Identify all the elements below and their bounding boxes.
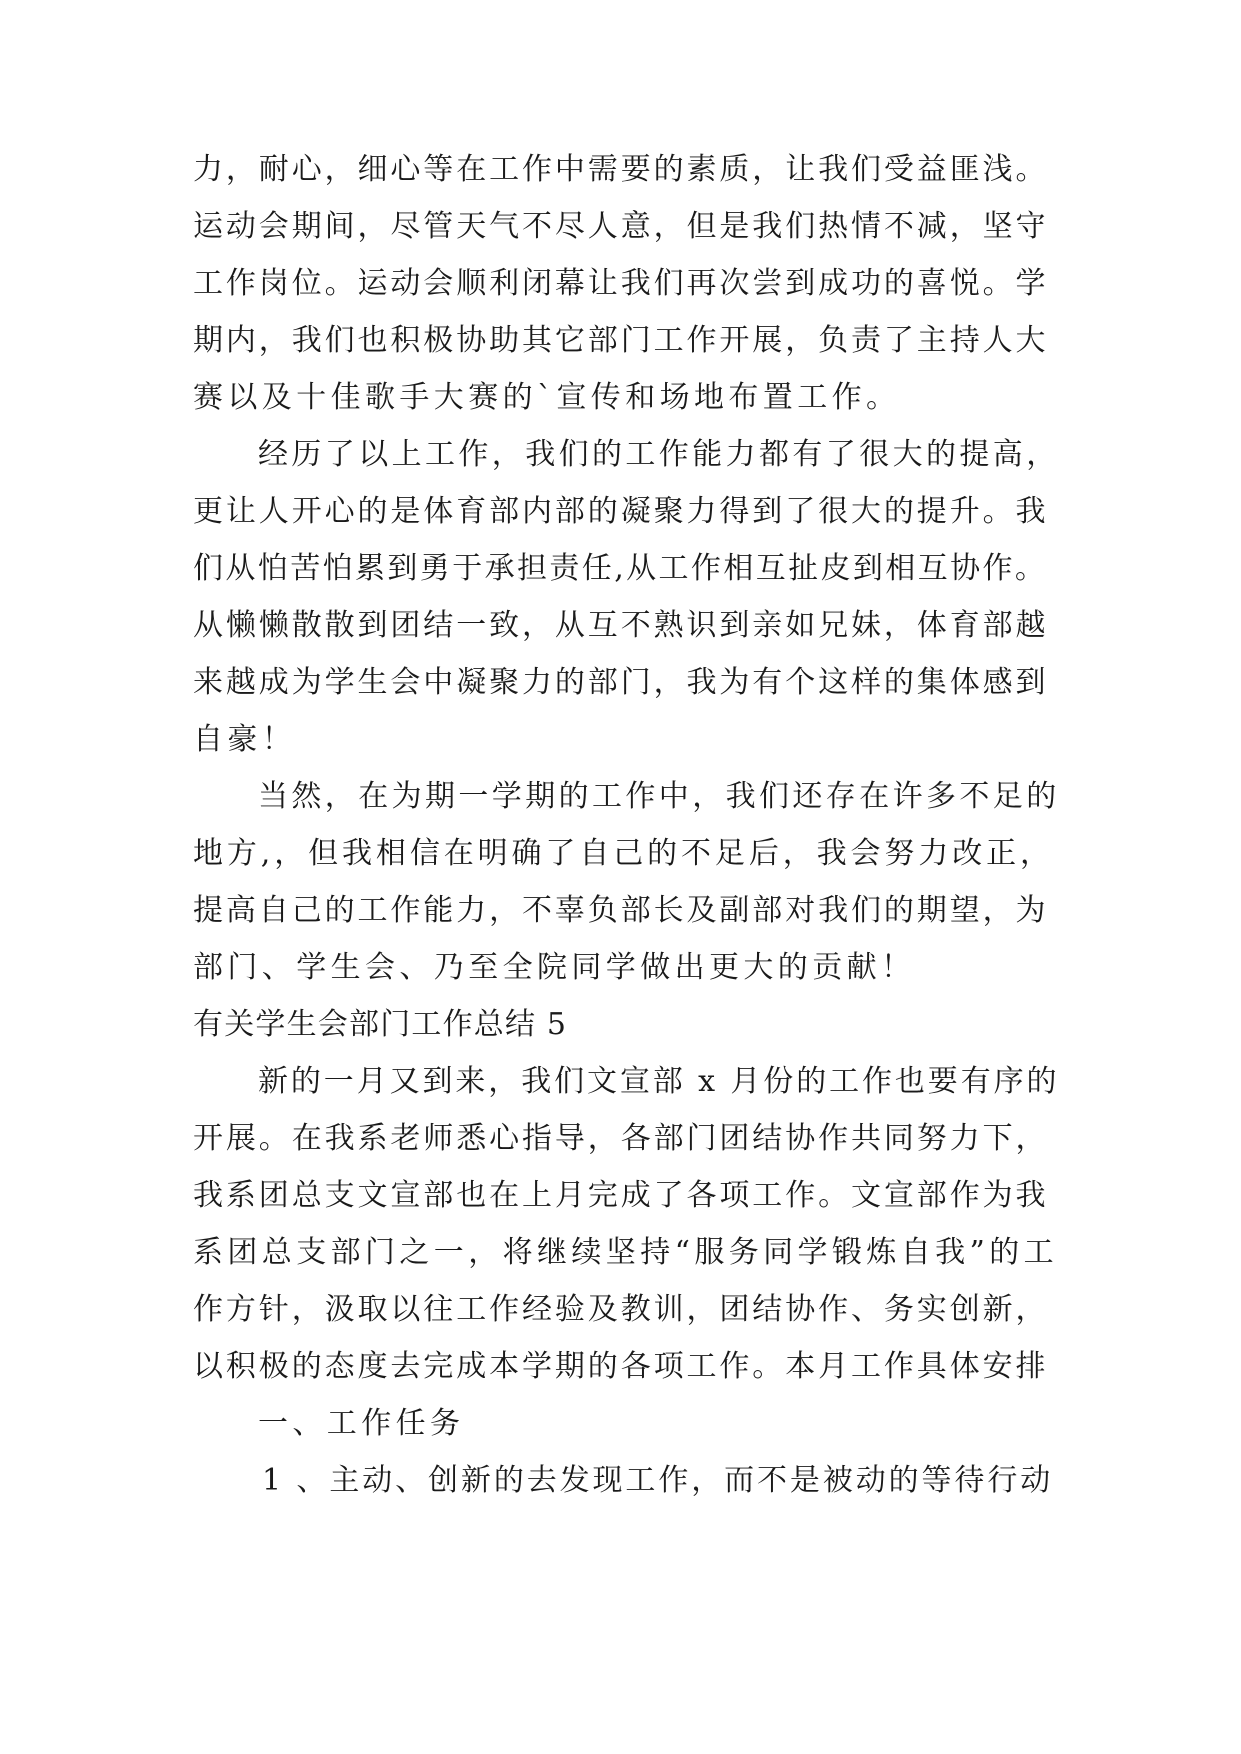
paragraph-line: 赛以及十佳歌手大赛的`宣传和场地布置工作。: [193, 380, 901, 415]
paragraph-line: 工作岗位。运动会顺利闭幕让我们再次尝到成功的喜悦。学: [193, 266, 1049, 301]
paragraph-line: 作方针，汲取以往工作经验及教训，团结协作、务实创新，: [193, 1292, 1049, 1327]
paragraph-line: 来越成为学生会中凝聚力的部门，我为有个这样的集体感到: [193, 665, 1049, 700]
paragraph-line: 以积极的态度去完成本学期的各项工作。本月工作具体安排: [193, 1349, 1049, 1384]
section-heading: 有关学生会部门工作总结 5: [193, 1007, 568, 1042]
paragraph-line: 地方,，但我相信在明确了自己的不足后，我会努力改正，: [193, 836, 1054, 871]
paragraph-line: 自豪！: [193, 722, 297, 757]
paragraph-line: 期内，我们也积极协助其它部门工作开展，负责了主持人大: [193, 323, 1049, 358]
paragraph-line: 我系团总支文宣部也在上月完成了各项工作。文宣部作为我: [193, 1178, 1049, 1213]
paragraph-line: 们从怕苦怕累到勇于承担责任,从工作相互扯皮到相互协作。: [193, 551, 1048, 586]
paragraph-line: 新的一月又到来，我们文宣部 x 月份的工作也要有序的: [258, 1064, 1060, 1099]
list-item: 1 、主动、创新的去发现工作，而不是被动的等待行动: [262, 1463, 1054, 1498]
paragraph-line: 系团总支部门之一，将继续坚持“服务同学锻炼自我”的工: [193, 1235, 1059, 1270]
paragraph-line: 力，耐心，细心等在工作中需要的素质，让我们受益匪浅。: [193, 152, 1049, 187]
paragraph-line: 运动会期间，尽管天气不尽人意，但是我们热情不减，坚守: [193, 209, 1049, 244]
paragraph-line: 经历了以上工作，我们的工作能力都有了很大的提高，: [258, 437, 1060, 472]
paragraph-line: 部门、学生会、乃至全院同学做出更大的贡献！: [193, 950, 916, 985]
list-heading: 一、工作任务: [258, 1406, 465, 1441]
paragraph-line: 从懒懒散散到团结一致，从互不熟识到亲如兄妹，体育部越: [193, 608, 1049, 643]
paragraph-line: 更让人开心的是体育部内部的凝聚力得到了很大的提升。我: [193, 494, 1049, 529]
paragraph-line: 提高自己的工作能力，不辜负部长及副部对我们的期望，为: [193, 893, 1049, 928]
paragraph-line: 开展。在我系老师悉心指导，各部门团结协作共同努力下，: [193, 1121, 1049, 1156]
paragraph-line: 当然，在为期一学期的工作中，我们还存在许多不足的: [258, 779, 1060, 814]
